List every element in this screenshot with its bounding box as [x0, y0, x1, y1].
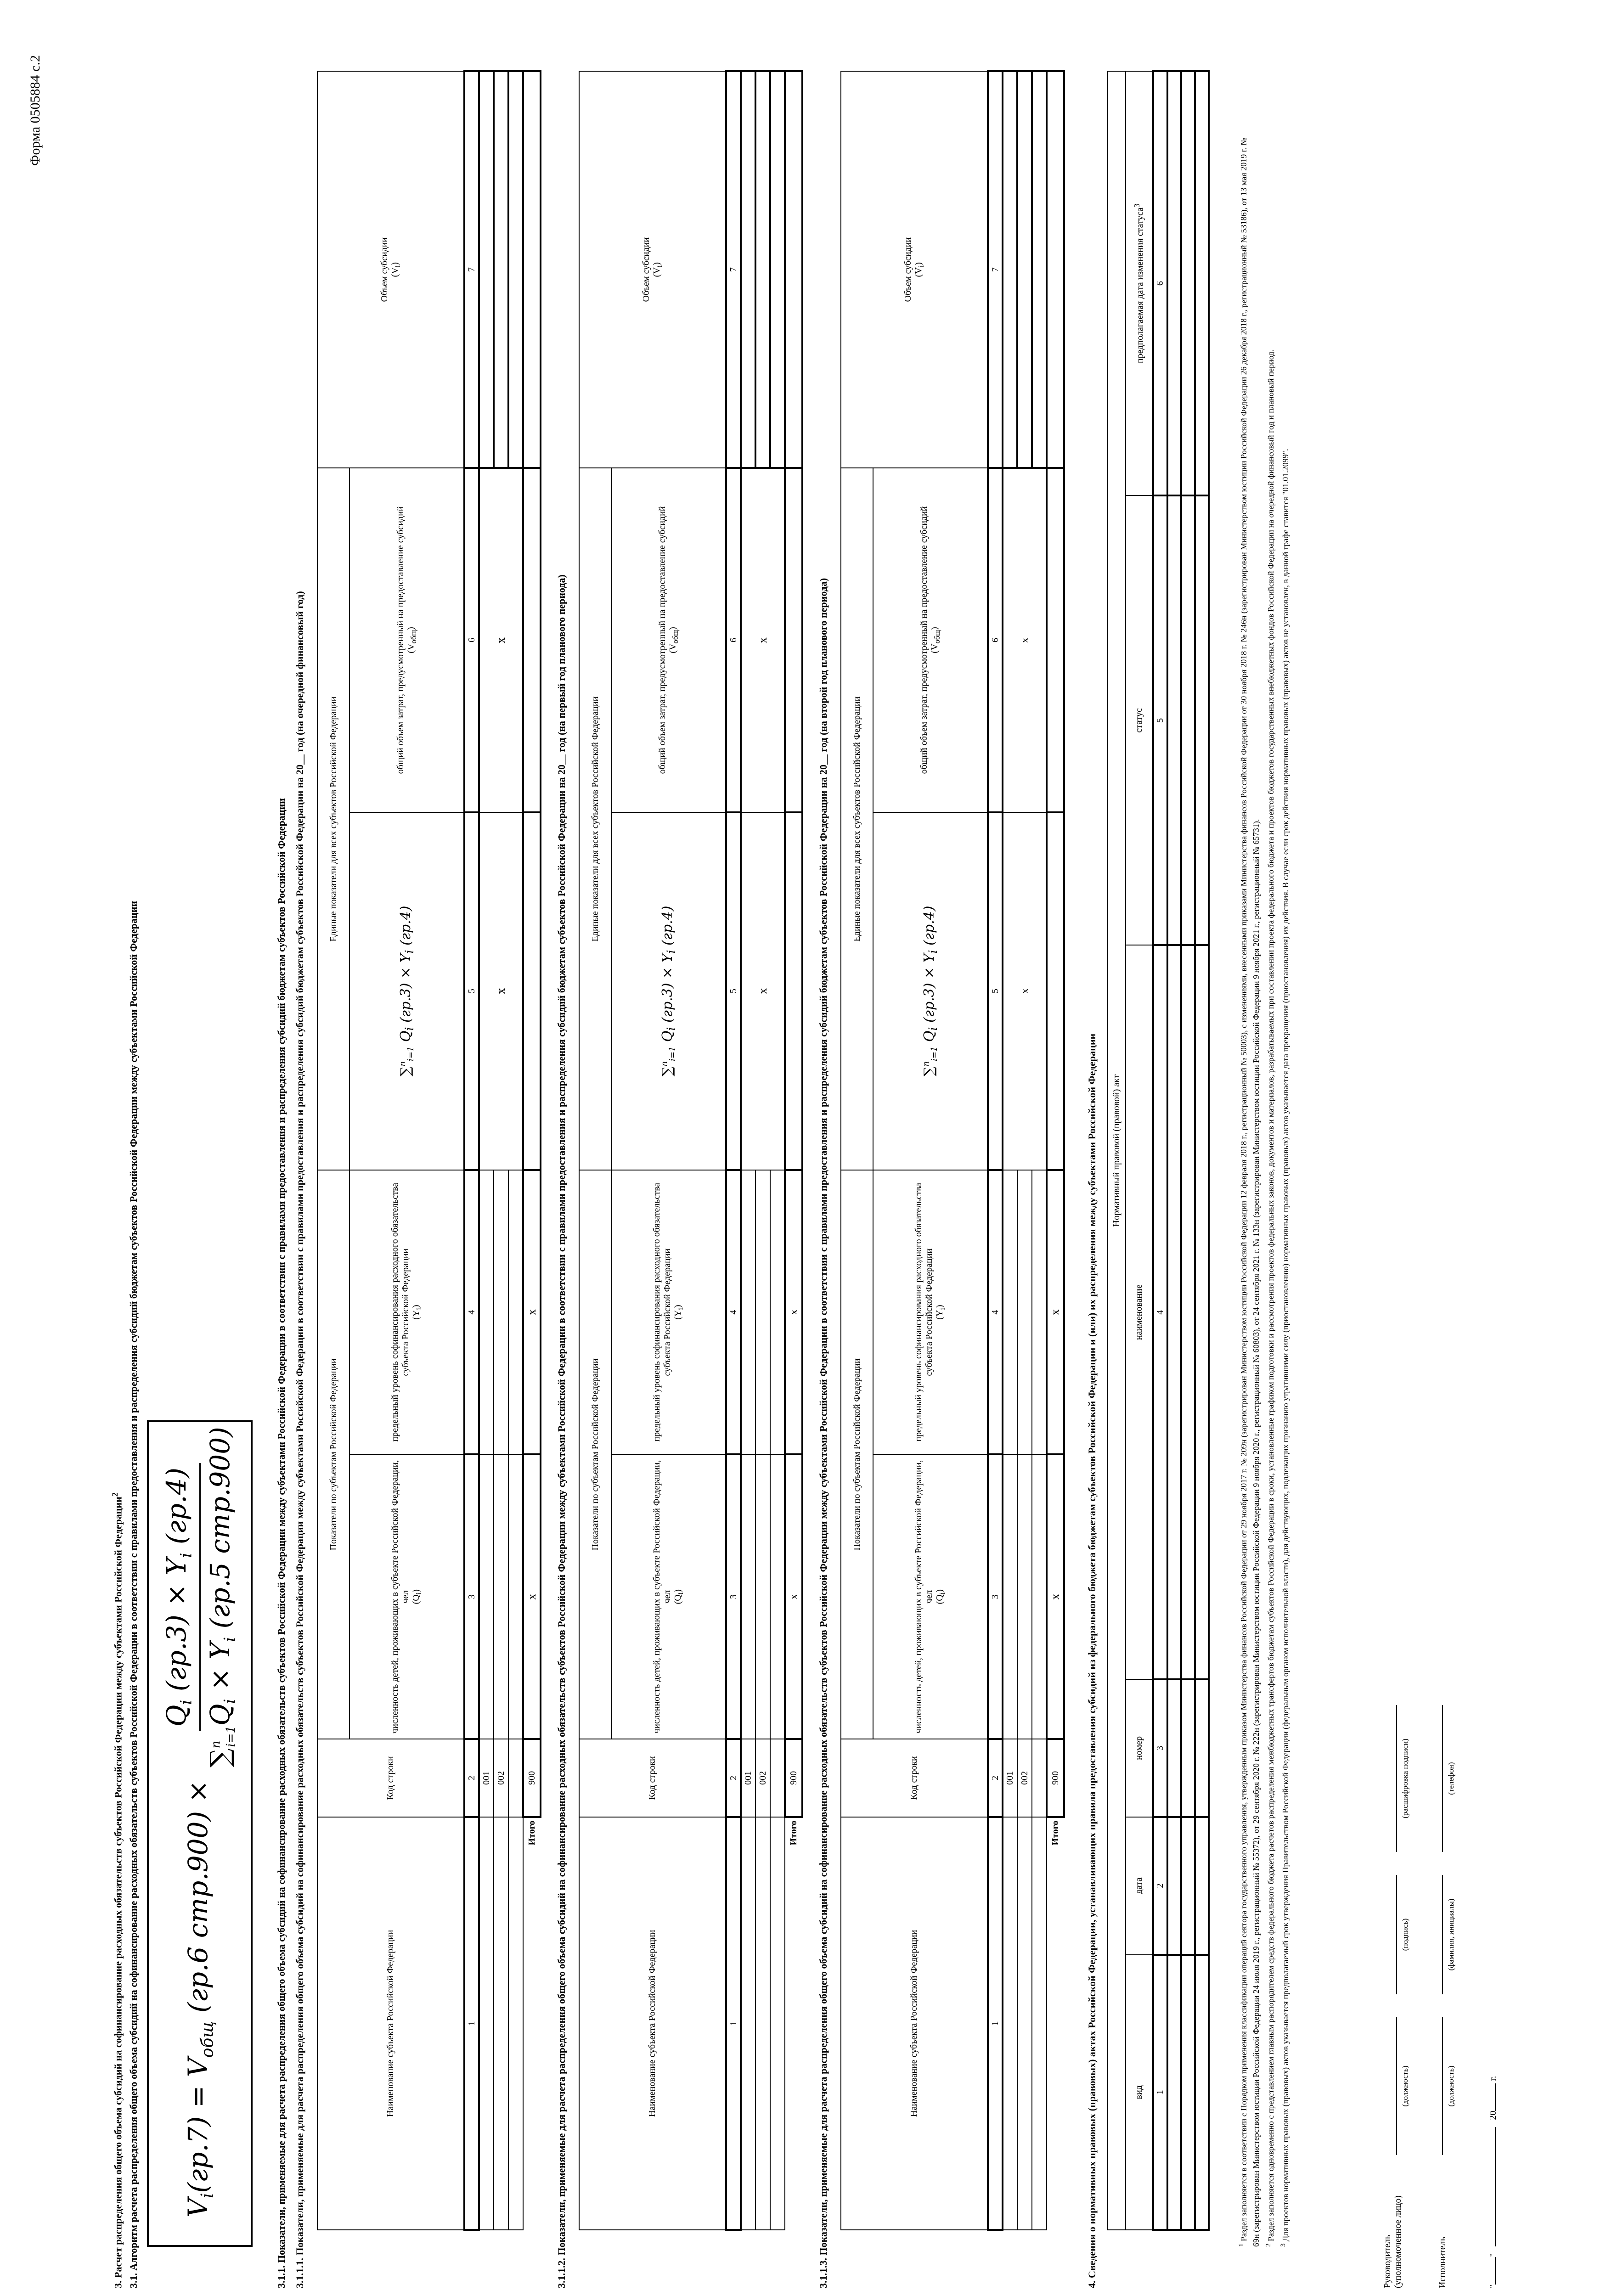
t1-num-4: 4 [464, 1170, 479, 1455]
section3-footnote-ref: 2 [110, 1492, 119, 1497]
table4 [1107, 70, 1210, 2231]
t2-h-sum: ∑$^n_{i=1}$ $Q_i$ $(гр.3) \times Y_i$ (гр.4) [611, 812, 726, 1170]
t2-h-level: предельный уровень софинансирования расходного обязательства субъекта Российской Федерации $(Y_i)$ [611, 1170, 726, 1455]
t4-num-3: 3 [1153, 1679, 1167, 1817]
section4-title: 4. Сведения о нормативных правовых (правовых) актах Российской Федерации, устанавливающих правила предоставления субсидий из федерального бюджета бюджетам субъектов Российской Федерации и (или) их распределения между субъектами Российской Федерации [1086, 1033, 1098, 2288]
t2-x: x [741, 812, 785, 1170]
t4-num-1: 1 [1153, 1955, 1167, 2230]
t1-h-common-group: Единые показатели для всех субъектов Российской Федерации [317, 468, 349, 1170]
t3-num-4: 4 [988, 1170, 1003, 1455]
t3-num-7: 7 [988, 71, 1003, 468]
t2-h-total: общий объем затрат, предусмотренный на предоставление субсидий $(V_{общ})$ [611, 468, 726, 812]
t2-num-7: 7 [726, 71, 741, 468]
t4-h-date: дата [1126, 1817, 1153, 1955]
t2-code: 001 [741, 1739, 755, 1817]
table3 [840, 70, 1065, 2231]
t3-num-6: 6 [988, 468, 1003, 812]
t2-h-code: Код строки [579, 1739, 726, 1817]
t2-x: x [785, 1454, 802, 1739]
t3-h-volume: Объем субсидии $(V_i)$ [841, 71, 988, 468]
t1-num-5: 5 [464, 812, 479, 1170]
head-sign-caption: (подпись) [1401, 1918, 1409, 1951]
t1-x: x [523, 1170, 541, 1455]
t2-x: x [741, 468, 785, 812]
t2-h-common-group: Единые показатели для всех субъектов Российской Федерации [579, 468, 611, 1170]
t1-total-code: 900 [523, 1739, 541, 1817]
head-label: Руководитель (уполномоченное лицо) [1382, 2195, 1403, 2288]
exec-phone-caption: (телефон) [1447, 1762, 1455, 1795]
signature-block [1382, 1691, 1594, 2288]
head-position-line[interactable] [1396, 2017, 1397, 2155]
section31-title: 3.1. Алгоритм расчета распределения общего объема субсидий на софинансирование расходных обязательств субъектов Российской Федерации в соответствии с правилами предоставления и распределения субсидий бюджетам субъектов Российской Федерации между субъектами Российской Федерации [128, 901, 139, 2288]
t3-x: x [1047, 1454, 1064, 1739]
t1-x: x [479, 812, 523, 1170]
t1-x: x [523, 1454, 541, 1739]
t1-num-1: 1 [464, 1817, 479, 2230]
t4-num-6: 6 [1153, 71, 1167, 495]
exec-label: Исполнитель [1437, 2237, 1448, 2288]
t2-num-5: 5 [726, 812, 741, 1170]
t3-x: x [1047, 1170, 1064, 1455]
t4-num-4: 4 [1153, 945, 1167, 1679]
t2-h-name: Наименование субъекта Российской Федерации [579, 1817, 726, 2230]
t1-h-level: предельный уровень софинансирования расходного обязательства субъекта Российской Федерации $(Y_i)$ [349, 1170, 464, 1455]
t1-h-code: Код строки [317, 1739, 464, 1817]
t1-x: x [479, 468, 523, 812]
t2-num-6: 6 [726, 468, 741, 812]
t3-x: x [1003, 468, 1047, 812]
footnote-3: $^3$ Для проектов нормативных правовых (правовых) актов указывается предполагаемый срок утверждения Правительством Российской Федерации (федеральным органом исполнительной власти), для действующих, подлежащих признанию утратившими силу (приостановлению) нормативных правовых (правовых) актов указывается дата прекращения (приостановления) их действия. В случае если срок действия нормативных правовых (правовых) актов не установлен, в данной графе ставится "01.01.2099". [1279, 449, 1290, 2247]
t2-num-3: 3 [726, 1454, 741, 1739]
section311-title: 3.1.1. Показатели, применяемые для расчета распределения общего объема субсидий на софинансирование расходных обязательств субъектов Российской Федерации между субъектами Российской Федерации в соответствии с правилами предоставления и распределения субсидий бюджетам субъектов Российской Федерации [276, 798, 287, 2288]
footnotes [1235, 135, 1292, 2247]
t3-total-code: 900 [1047, 1739, 1064, 1817]
date-month[interactable] [1495, 2127, 1496, 2246]
t1-total-label: Итого [527, 1820, 537, 1846]
formula-lhs: $V_i(гр.7) = V_{общ}$ (гр.6 стр.900) × [182, 1780, 217, 2217]
t3-h-code: Код строки [841, 1739, 988, 1817]
date-year[interactable] [1495, 2083, 1496, 2111]
t1-h-subject-group: Показатели по субъектам Российской Федерации [317, 1170, 349, 1739]
footnote-1: $^1$ Раздел заполняется в соответствии с Порядком применения классификации операций сектора государственного управления, утвержденным приказом Министерства финансов Российской Федерации от 29 ноября 2017 г. № 209н (зарегистрирован Министерством юстиции Российской Федерации 12 февраля 2018 г., регистрационный № 50003), с изменениями, внесенными приказами Министерства финансов Российской Федерации от 30 ноября 2018 г. № 246н (зарегистрирован Министерством юстиции Российской Федерации 26 декабря 2018 г., регистрационный № 53186), от 13 мая 2019 г. № 69н (зарегистрирован Министерством юстиции Российской Федерации 24 июля 2019 г., регистрационный № 55372), от 29 сентября 2020 г. № 222н (зарегистрирован Министерством юстиции Российской Федерации 9 ноября 2020 г., регистрационный № 60803), от 24 сентября 2021 г. № 133н (зарегистрирован Министерством юстиции Российской Федерации 9 ноября 2021 г., регистрационный № 65731). [1238, 137, 1261, 2247]
t3-num-5: 5 [988, 812, 1003, 1170]
table2-caption: 3.1.1.2. Показатели, применяемые для расчета распределения общего объема субсидий на софинансирование расходных обязательств субъектов Российской Федерации между субъектами Российской Федерации в соответствии с правилами предоставления и распределения субсидий бюджетам субъектов Российской Федерации на 20__ год (на первый год планового периода) [556, 574, 567, 2288]
t1-h-name: Наименование субъекта Российской Федерации [317, 1817, 464, 2230]
table-row-total [523, 71, 541, 2230]
t1-num-3: 3 [464, 1454, 479, 1739]
exec-phone-line[interactable] [1442, 1705, 1443, 1852]
t3-h-common-group: Единые показатели для всех субъектов Российской Федерации [841, 468, 873, 1170]
t2-num-2: 2 [726, 1739, 741, 1817]
table-row [1167, 71, 1181, 2230]
t2-num-1: 1 [726, 1817, 741, 2230]
head-sign-line[interactable] [1396, 1875, 1397, 1994]
exec-position-line[interactable] [1442, 2017, 1443, 2155]
section3-title [110, 1492, 124, 2288]
date-day[interactable] [1495, 2257, 1496, 2285]
t4-h-number: номер [1126, 1679, 1153, 1817]
formula-numerator: $Q_i$ $(гр.3) \times Y_i$ (гр.4) [161, 1463, 201, 1731]
t2-h-subject-group: Показатели по субъектам Российской Федерации [579, 1170, 611, 1739]
t3-h-name: Наименование субъекта Российской Федерации [841, 1817, 988, 2230]
table-row-total [785, 71, 802, 2230]
t3-x: x [1003, 812, 1047, 1170]
t3-code: 002 [1017, 1739, 1032, 1817]
t2-h-volume: Объем субсидии $(V_i)$ [579, 71, 726, 468]
t3-h-children: численность детей, проживающих в субъекте Российской Федерации, чел $(Q_i)$ [873, 1454, 988, 1739]
table-row-total [1047, 71, 1064, 2230]
t2-total-code: 900 [785, 1739, 802, 1817]
t3-h-total: общий объем затрат, предусмотренный на предоставление субсидий $(V_{общ})$ [873, 468, 988, 812]
head-position-caption: (должность) [1401, 2065, 1409, 2107]
t4-num-5: 5 [1153, 495, 1167, 945]
t3-h-subject-group: Показатели по субъектам Российской Федерации [841, 1170, 873, 1739]
exec-name-line[interactable] [1442, 1875, 1443, 1994]
t2-h-children: численность детей, проживающих в субъекте Российской Федерации, чел $(Q_i)$ [611, 1454, 726, 1739]
t3-total-label: Итого [1050, 1820, 1060, 1846]
t1-code: 002 [494, 1739, 508, 1817]
t3-num-1: 1 [988, 1817, 1003, 2230]
head-decode-caption: (расшифровка подписи) [1401, 1739, 1409, 1818]
table2 [579, 70, 803, 2231]
t3-h-sum: ∑$^n_{i=1}$ $Q_i$ $(гр.3) \times Y_i$ (гр.4) [873, 812, 988, 1170]
t4-num-2: 2 [1153, 1817, 1167, 1955]
section3-title-text: 3. Расчет распределения общего объема субсидий на софинансирование расходных обязательств субъектов Российской Федерации между субъектами Российской Федерации [112, 1497, 124, 2288]
t1-h-total: общий объем затрат, предусмотренный на предоставление субсидий $(V_{общ})$ [349, 468, 464, 812]
t4-h-group: Нормативный правовой (правовой) акт [1107, 71, 1126, 2230]
t1-num-7: 7 [464, 71, 479, 468]
head-decode-line[interactable] [1396, 1705, 1397, 1852]
t4-h-kind: вид [1126, 1955, 1153, 2230]
t4-h-status: статус [1126, 495, 1153, 945]
table-row [1181, 71, 1195, 2230]
formula-box [147, 1420, 253, 2247]
form-id: Форма 0505884 с.2 [28, 55, 43, 166]
t4-h-status-date: предполагаемая дата изменения статуса$^3$ [1126, 71, 1153, 495]
table-row [479, 71, 494, 2230]
table1 [317, 70, 541, 2231]
formula-fraction [161, 1422, 239, 1772]
t2-code: 002 [755, 1739, 770, 1817]
t1-h-sum: ∑$^n_{i=1}$ $Q_i$ $(гр.3) \times Y_i$ (гр.4) [349, 812, 464, 1170]
t2-num-4: 4 [726, 1170, 741, 1455]
table3-caption: 3.1.1.3. Показатели, применяемые для расчета распределения общего объема субсидий на софинансирование расходных обязательств субъектов Российской Федерации между субъектами Российской Федерации в соответствии с правилами предоставления и распределения субсидий бюджетам субъектов Российской Федерации на 20__ год (на второй год планового периода) [817, 578, 829, 2288]
t3-h-level: предельный уровень софинансирования расходного обязательства субъекта Российской Федерации $(Y_i)$ [873, 1170, 988, 1455]
t4-h-title: наименование [1126, 945, 1153, 1679]
t2-total-label: Итого [789, 1820, 799, 1846]
t2-x: x [785, 1170, 802, 1455]
footnote-2: $^2$ Раздел заполняется одновременно с представлением главным распорядителем средств федерального бюджета расчетов распределения межбюджетных трансфертов бюджетам субъектов Российской Федерации в сроки, установленные графиком подготовки и рассмотрения проектов федеральных законов, документов и материалов, разрабатываемых при составлении проекта федерального бюджета и проектов бюджетов государственных внебюджетных фондов Российской Федерации на очередной финансовый год и плановый период. [1265, 349, 1275, 2247]
t1-num-2: 2 [464, 1739, 479, 1817]
table-row [1003, 71, 1017, 2230]
t1-h-volume: Объем субсидии $(V_i)$ [317, 71, 464, 468]
t3-code: 001 [1003, 1739, 1017, 1817]
table1-caption: 3.1.1.1. Показатели, применяемые для расчета распределения общего объема субсидий на софинансирование расходных обязательств субъектов Российской Федерации между субъектами Российской Федерации в соответствии с правилами предоставления и распределения субсидий бюджетам субъектов Российской Федерации на 20__ год (на очередной финансовый год) [294, 591, 305, 2288]
t3-num-3: 3 [988, 1454, 1003, 1739]
table-row [1195, 71, 1209, 2230]
exec-position-caption: (должность) [1447, 2065, 1455, 2107]
formula-denominator: ∑$^n$ $_{i=1}Q_i \times Y_i$ (гр.5 стр.900) [204, 1427, 239, 1767]
t3-num-2: 2 [988, 1739, 1003, 1817]
t1-num-6: 6 [464, 468, 479, 812]
t1-code: 001 [479, 1739, 494, 1817]
t1-h-children: численность детей, проживающих в субъекте Российской Федерации, чел $(Q_i)$ [349, 1454, 464, 1739]
date-line: "" 20 г. [1488, 2076, 1498, 2288]
exec-name-caption: (фамилия, инициалы) [1447, 1898, 1455, 1971]
table-row [741, 71, 755, 2230]
